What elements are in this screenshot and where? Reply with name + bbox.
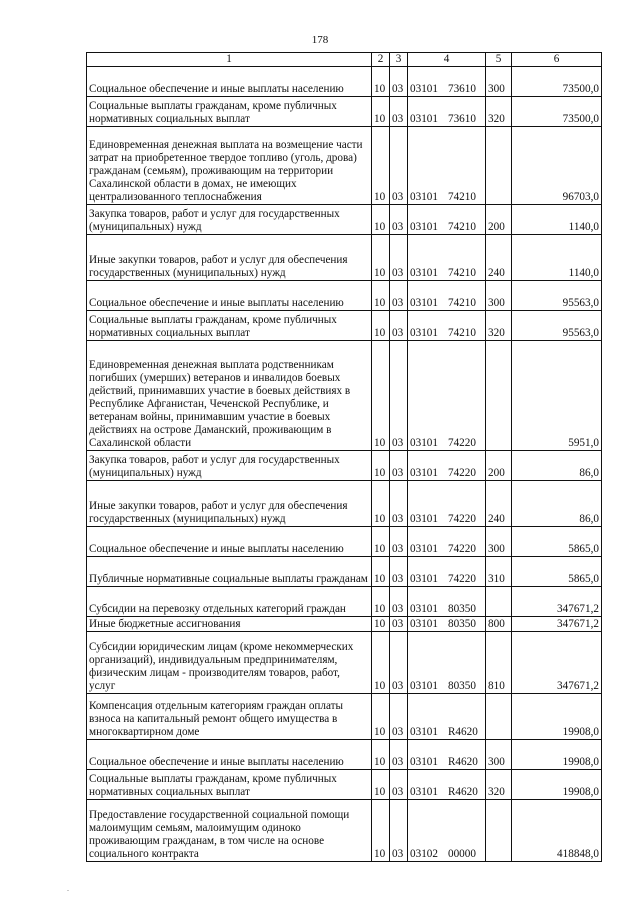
row-expense-type: 800 xyxy=(486,617,512,632)
column-header: 4 xyxy=(408,53,486,67)
row-expense-type: 200 xyxy=(486,451,512,481)
row-section: 10 xyxy=(372,557,390,587)
row-expense-type xyxy=(486,694,512,740)
row-amount: 19908,0 xyxy=(512,740,602,770)
row-target-program: 03101 xyxy=(410,221,438,233)
row-amount: 1140,0 xyxy=(512,205,602,235)
row-amount: 19908,0 xyxy=(512,694,602,740)
row-target-code: 74220 xyxy=(447,513,476,525)
row-section: 10 xyxy=(372,127,390,205)
row-target-article xyxy=(408,451,486,481)
row-section: 10 xyxy=(372,281,390,311)
row-expense-type: 300 xyxy=(486,527,512,557)
row-expense-type xyxy=(486,127,512,205)
row-subsection: 03 xyxy=(390,740,408,770)
row-subsection: 03 xyxy=(390,451,408,481)
table-header-row xyxy=(87,53,602,67)
row-target-code: 80350 xyxy=(447,680,476,692)
row-target-article xyxy=(408,800,486,862)
row-subsection: 03 xyxy=(390,97,408,127)
row-target-code: 73610 xyxy=(447,83,476,95)
row-target-program: 03101 xyxy=(410,603,438,615)
table-row xyxy=(87,67,602,97)
row-amount: 347671,2 xyxy=(512,587,602,617)
table-row xyxy=(87,800,602,862)
row-subsection: 03 xyxy=(390,127,408,205)
row-target-program: 03102 xyxy=(410,848,438,860)
row-name: Компенсация отдельным категориям граждан оплаты взноса на капитальный ремонт общего имущества в многоквартирном доме xyxy=(87,694,372,740)
row-expense-type: 300 xyxy=(486,67,512,97)
row-section: 10 xyxy=(372,451,390,481)
table-row xyxy=(87,527,602,557)
row-amount: 347671,2 xyxy=(512,617,602,632)
row-name: Иные закупки товаров, работ и услуг для обеспечения государственных (муниципальных) нужд xyxy=(87,235,372,281)
row-amount: 1140,0 xyxy=(512,235,602,281)
row-subsection: 03 xyxy=(390,311,408,341)
row-target-article xyxy=(408,694,486,740)
row-target-program: 03101 xyxy=(410,756,438,768)
budget-table xyxy=(86,52,602,862)
row-target-code: 74210 xyxy=(447,267,476,279)
row-subsection: 03 xyxy=(390,694,408,740)
row-target-article xyxy=(408,205,486,235)
row-target-code: 74220 xyxy=(447,543,476,555)
row-section: 10 xyxy=(372,481,390,527)
row-section: 10 xyxy=(372,527,390,557)
row-subsection: 03 xyxy=(390,587,408,617)
row-amount: 95563,0 xyxy=(512,311,602,341)
row-section: 10 xyxy=(372,694,390,740)
table-row xyxy=(87,281,602,311)
row-amount: 418848,0 xyxy=(512,800,602,862)
row-section: 10 xyxy=(372,740,390,770)
row-target-code: 80350 xyxy=(447,618,476,630)
table-row xyxy=(87,770,602,800)
row-section: 10 xyxy=(372,587,390,617)
row-expense-type: 810 xyxy=(486,632,512,694)
row-target-article xyxy=(408,632,486,694)
row-section: 10 xyxy=(372,800,390,862)
row-name: Социальные выплаты гражданам, кроме публичных нормативных социальных выплат xyxy=(87,97,372,127)
row-target-article xyxy=(408,770,486,800)
row-target-program: 03101 xyxy=(410,437,438,449)
table-row xyxy=(87,235,602,281)
row-target-code: 74210 xyxy=(447,221,476,233)
row-section: 10 xyxy=(372,341,390,451)
row-subsection: 03 xyxy=(390,481,408,527)
row-section: 10 xyxy=(372,205,390,235)
table-row xyxy=(87,341,602,451)
row-target-code: 74210 xyxy=(447,191,476,203)
row-target-code: 74220 xyxy=(447,467,476,479)
table-row xyxy=(87,617,602,632)
row-expense-type: 300 xyxy=(486,281,512,311)
row-subsection: 03 xyxy=(390,341,408,451)
column-header: 5 xyxy=(486,53,512,67)
row-target-program: 03101 xyxy=(410,680,438,692)
table-row xyxy=(87,694,602,740)
row-amount: 73500,0 xyxy=(512,67,602,97)
row-amount: 5865,0 xyxy=(512,557,602,587)
row-subsection: 03 xyxy=(390,67,408,97)
row-target-program: 03101 xyxy=(410,297,438,309)
row-amount: 5951,0 xyxy=(512,341,602,451)
table-row xyxy=(87,557,602,587)
row-section: 10 xyxy=(372,770,390,800)
row-section: 10 xyxy=(372,311,390,341)
row-target-program: 03101 xyxy=(410,786,438,798)
row-target-program: 03101 xyxy=(410,267,438,279)
row-section: 10 xyxy=(372,97,390,127)
row-name: Закупка товаров, работ и услуг для государственных (муниципальных) нужд xyxy=(87,205,372,235)
row-section: 10 xyxy=(372,617,390,632)
row-target-program: 03101 xyxy=(410,513,438,525)
table-row xyxy=(87,311,602,341)
row-amount: 5865,0 xyxy=(512,527,602,557)
row-name: Единовременная денежная выплата на возмещение части затрат на приобретенное твердое топливо (уголь, дрова) гражданам (семьям), проживающим на территории Сахалинской области в домах, не имеющих централизованного теплоснабжения xyxy=(87,127,372,205)
row-subsection: 03 xyxy=(390,205,408,235)
row-name: Публичные нормативные социальные выплаты гражданам xyxy=(87,557,372,587)
row-subsection: 03 xyxy=(390,800,408,862)
row-target-article xyxy=(408,235,486,281)
row-expense-type: 320 xyxy=(486,311,512,341)
row-target-code: 74220 xyxy=(447,437,476,449)
row-target-program: 03101 xyxy=(410,467,438,479)
row-target-article xyxy=(408,617,486,632)
row-target-article xyxy=(408,67,486,97)
row-name: Социальное обеспечение и иные выплаты населению xyxy=(87,281,372,311)
row-name: Субсидии юридическим лицам (кроме некоммерческих организаций), индивидуальным предпринимателям, физическим лицам - производителям товаров, работ, услуг xyxy=(87,632,372,694)
row-subsection: 03 xyxy=(390,557,408,587)
row-target-code: 74220 xyxy=(447,573,476,585)
row-name: Единовременная денежная выплата родственникам погибших (умерших) ветеранов и инвалидов боевых действий, принимавших участие в боевых действиях в Республике Афганистан, Чеченской Республике, и ветеранам войны, принимавшим участие в боевых действиях на острове Даманский, проживающим в Сахалинской области xyxy=(87,341,372,451)
row-section: 10 xyxy=(372,632,390,694)
row-amount: 73500,0 xyxy=(512,97,602,127)
page-number: 178 xyxy=(311,34,329,46)
row-section: 10 xyxy=(372,235,390,281)
row-name: Иные бюджетные ассигнования xyxy=(87,617,372,632)
row-amount: 86,0 xyxy=(512,451,602,481)
row-subsection: 03 xyxy=(390,527,408,557)
row-subsection: 03 xyxy=(390,770,408,800)
column-header: 6 xyxy=(512,53,602,67)
row-target-code: 80350 xyxy=(447,603,476,615)
row-subsection: 03 xyxy=(390,235,408,281)
column-header: 2 xyxy=(372,53,390,67)
row-subsection: 03 xyxy=(390,632,408,694)
row-target-program: 03101 xyxy=(410,543,438,555)
row-expense-type: 310 xyxy=(486,557,512,587)
table-row xyxy=(87,205,602,235)
row-name: Предоставление государственной социальной помощи малоимущим семьям, малоимущим одиноко проживающим гражданам, в том числе на основе социального контракта xyxy=(87,800,372,862)
row-target-article xyxy=(408,527,486,557)
row-subsection: 03 xyxy=(390,617,408,632)
column-header: 1 xyxy=(87,53,372,67)
row-amount: 96703,0 xyxy=(512,127,602,205)
row-target-article xyxy=(408,341,486,451)
row-section: 10 xyxy=(372,67,390,97)
row-target-article xyxy=(408,587,486,617)
row-amount: 86,0 xyxy=(512,481,602,527)
row-target-program: 03101 xyxy=(410,726,438,738)
row-expense-type xyxy=(486,587,512,617)
row-expense-type: 240 xyxy=(486,235,512,281)
row-amount: 347671,2 xyxy=(512,632,602,694)
table-row xyxy=(87,632,602,694)
row-expense-type xyxy=(486,800,512,862)
row-target-code: 74210 xyxy=(447,327,476,339)
row-expense-type: 300 xyxy=(486,740,512,770)
row-name: Социальное обеспечение и иные выплаты населению xyxy=(87,67,372,97)
row-target-program: 03101 xyxy=(410,618,438,630)
row-name: Иные закупки товаров, работ и услуг для обеспечения государственных (муниципальных) нужд xyxy=(87,481,372,527)
row-expense-type: 200 xyxy=(486,205,512,235)
row-expense-type: 320 xyxy=(486,770,512,800)
row-target-code: R4620 xyxy=(447,726,478,738)
row-target-code: 00000 xyxy=(447,848,476,860)
row-target-code: 74210 xyxy=(447,297,476,309)
row-target-code: R4620 xyxy=(447,756,478,768)
table-row xyxy=(87,740,602,770)
table-row xyxy=(87,587,602,617)
row-expense-type: 320 xyxy=(486,97,512,127)
row-name: Социальные выплаты гражданам, кроме публичных нормативных социальных выплат xyxy=(87,311,372,341)
row-name: Социальное обеспечение и иные выплаты населению xyxy=(87,527,372,557)
row-target-article xyxy=(408,281,486,311)
row-target-article xyxy=(408,557,486,587)
row-target-article xyxy=(408,740,486,770)
scan-speck: . xyxy=(67,884,69,893)
table-row xyxy=(87,481,602,527)
row-target-article xyxy=(408,481,486,527)
row-target-article xyxy=(408,127,486,205)
table-row xyxy=(87,97,602,127)
row-amount: 95563,0 xyxy=(512,281,602,311)
row-amount: 19908,0 xyxy=(512,770,602,800)
table-row xyxy=(87,451,602,481)
row-subsection: 03 xyxy=(390,281,408,311)
column-header: 3 xyxy=(390,53,408,67)
row-target-program: 03101 xyxy=(410,573,438,585)
row-name: Закупка товаров, работ и услуг для государственных (муниципальных) нужд xyxy=(87,451,372,481)
row-name: Социальное обеспечение и иные выплаты населению xyxy=(87,740,372,770)
row-target-code: R4620 xyxy=(447,786,478,798)
row-target-article xyxy=(408,97,486,127)
table-row xyxy=(87,127,602,205)
row-target-program: 03101 xyxy=(410,83,438,95)
row-name: Субсидии на перевозку отдельных категорий граждан xyxy=(87,587,372,617)
row-expense-type xyxy=(486,341,512,451)
row-name: Социальные выплаты гражданам, кроме публичных нормативных социальных выплат xyxy=(87,770,372,800)
row-target-program: 03101 xyxy=(410,327,438,339)
row-expense-type: 240 xyxy=(486,481,512,527)
table-body xyxy=(87,67,602,862)
row-target-code: 73610 xyxy=(447,113,476,125)
row-target-program: 03101 xyxy=(410,191,438,203)
row-target-program: 03101 xyxy=(410,113,438,125)
row-target-article xyxy=(408,311,486,341)
